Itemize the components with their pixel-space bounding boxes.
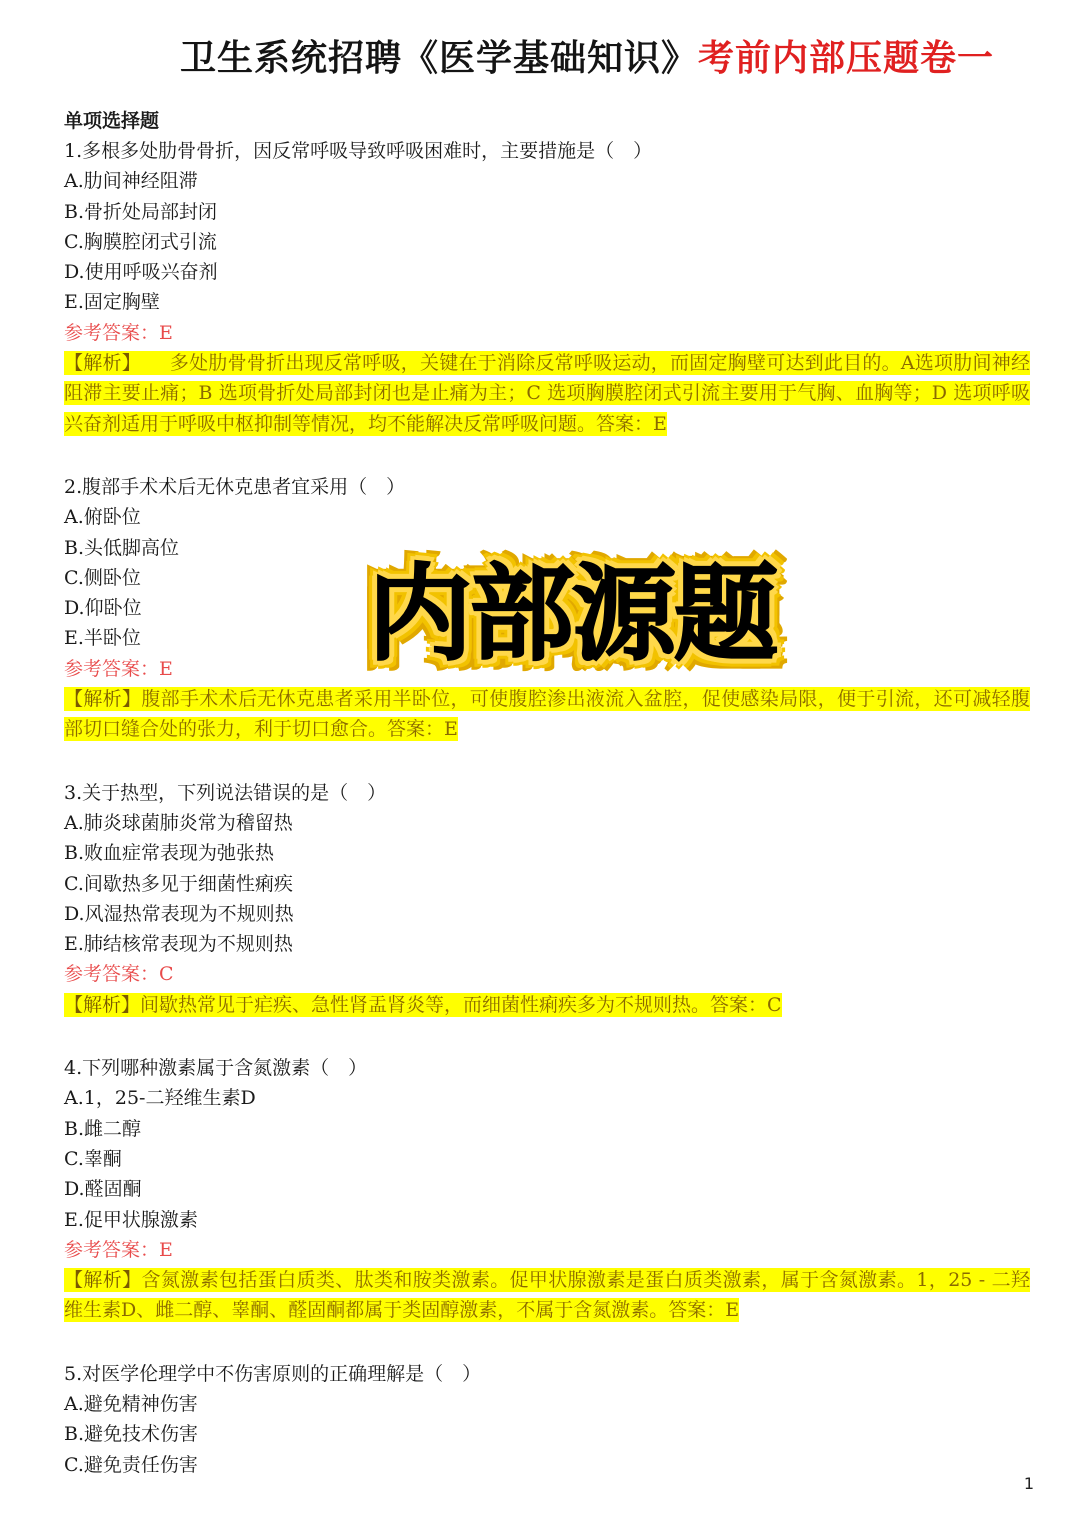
answer-prefix: 参考答案： (64, 1238, 160, 1261)
analysis-tag: 【解析】 (64, 1269, 142, 1292)
question-5 (64, 1359, 1030, 1480)
option-a: A.肋间神经阻滞 (64, 170, 198, 193)
answer-value: E (159, 321, 173, 344)
question-stem: 1.多根多处肋骨骨折，因反常呼吸导致呼吸困难时，主要措施是（ ） (64, 140, 653, 162)
analysis-tag: 【解析】 (64, 352, 132, 375)
analysis-text: 多处肋骨骨折出现反常呼吸，关键在于消除反常呼吸运动，而固定胸壁可达到此目的。A选项肋间神经阻滞主要止痛；B 选项骨折处局部封闭也是止痛为主；C 选项胸膜腔闭式引流主要用于气胸、血胸等；D 选项呼吸兴奋剂适用于呼吸中枢抑制等情况，均不能解决反常呼吸问题。答案：E (64, 352, 1030, 435)
option-a: A.避免精神伤害 (64, 1392, 198, 1415)
option-d: D.使用呼吸兴奋剂 (64, 261, 218, 284)
answer-prefix: 参考答案： (64, 321, 160, 344)
option-b: B.头低脚高位 (64, 536, 180, 559)
option-c: C.胸膜腔闭式引流 (64, 230, 217, 253)
document-body (64, 106, 1030, 1480)
option-e: E.促甲状腺激素 (64, 1208, 198, 1231)
answer-value: C (159, 963, 174, 986)
option-e: E.肺结核常表现为不规则热 (64, 933, 293, 956)
question-stem: 4.下列哪种激素属于含氮激素（ ） (64, 1057, 368, 1080)
question-stem: 3.关于热型，下列说法错误的是（ ） (64, 781, 387, 804)
option-e: E.固定胸壁 (64, 291, 160, 314)
reference-answer (64, 318, 1030, 348)
analysis-text: 腹部手术术后无休克患者采用半卧位，可使腹腔渗出液流入盆腔，促使感染局限，便于引流，还可减轻腹部切口缝合处的张力，利于切口愈合。答案：E (64, 688, 1030, 741)
analysis-tag: 【解析】 (64, 993, 141, 1016)
option-d: D.醛固酮 (64, 1178, 142, 1201)
option-e: E.半卧位 (64, 627, 141, 650)
option-a: A.肺炎球菌肺炎常为稽留热 (64, 811, 293, 834)
answer-prefix: 参考答案： (64, 963, 160, 986)
option-d: D.风湿热常表现为不规则热 (64, 902, 294, 925)
answer-value: E (159, 1238, 173, 1261)
analysis-text: 间歇热常见于疟疾、急性肾盂肾炎等，而细菌性痢疾多为不规则热。答案：C (140, 993, 782, 1016)
analysis-text: 含氮激素包括蛋白质类、肽类和胺类激素。促甲状腺激素是蛋白质类激素，属于含氮激素。1，25 - 二羟维生素D、雌二醇、睾酮、醛固酮都属于类固醇激素，不属于含氮激素。答案：E (64, 1269, 1030, 1322)
question-4 (64, 1053, 1030, 1326)
question-3 (64, 778, 1030, 1020)
question-1 (64, 136, 1030, 439)
option-b: B.避免技术伤害 (64, 1423, 199, 1446)
answer-prefix: 参考答案： (64, 657, 160, 680)
section-title: 单项选择题 (64, 110, 160, 132)
analysis (64, 1265, 1030, 1326)
option-b: B.雌二醇 (64, 1117, 142, 1140)
page-title (180, 30, 1040, 81)
analysis (64, 990, 1030, 1020)
option-c: C.侧卧位 (64, 566, 141, 589)
option-c: C.避免责任伤害 (64, 1453, 198, 1476)
page-title-accent: 考前内部压题卷一 (698, 38, 995, 79)
page-number: 1 (1023, 1474, 1034, 1493)
option-a: A.俯卧位 (64, 506, 141, 529)
option-c: C.间歇热多见于细菌性痢疾 (64, 872, 293, 895)
analysis (64, 348, 1030, 439)
page-title-main: 卫生系统招聘《医学基础知识》 (180, 38, 699, 79)
analysis-tag: 【解析】 (64, 688, 142, 711)
option-d: D.仰卧位 (64, 597, 142, 620)
watermark-stamp: 内部源题 (368, 552, 777, 675)
question-stem: 5.对医学伦理学中不伤害原则的正确理解是（ ） (64, 1362, 482, 1385)
question-stem: 2.腹部手术术后无休克患者宜采用（ ） (64, 475, 406, 498)
answer-value: E (159, 657, 173, 680)
reference-answer (64, 1235, 1030, 1265)
option-a: A.1，25-二羟维生素D (64, 1087, 256, 1110)
option-c: C.睾酮 (64, 1147, 122, 1170)
analysis (64, 684, 1030, 745)
option-b: B.败血症常表现为弛张热 (64, 842, 275, 865)
option-b: B.骨折处局部封闭 (64, 200, 218, 223)
reference-answer (64, 959, 1030, 989)
